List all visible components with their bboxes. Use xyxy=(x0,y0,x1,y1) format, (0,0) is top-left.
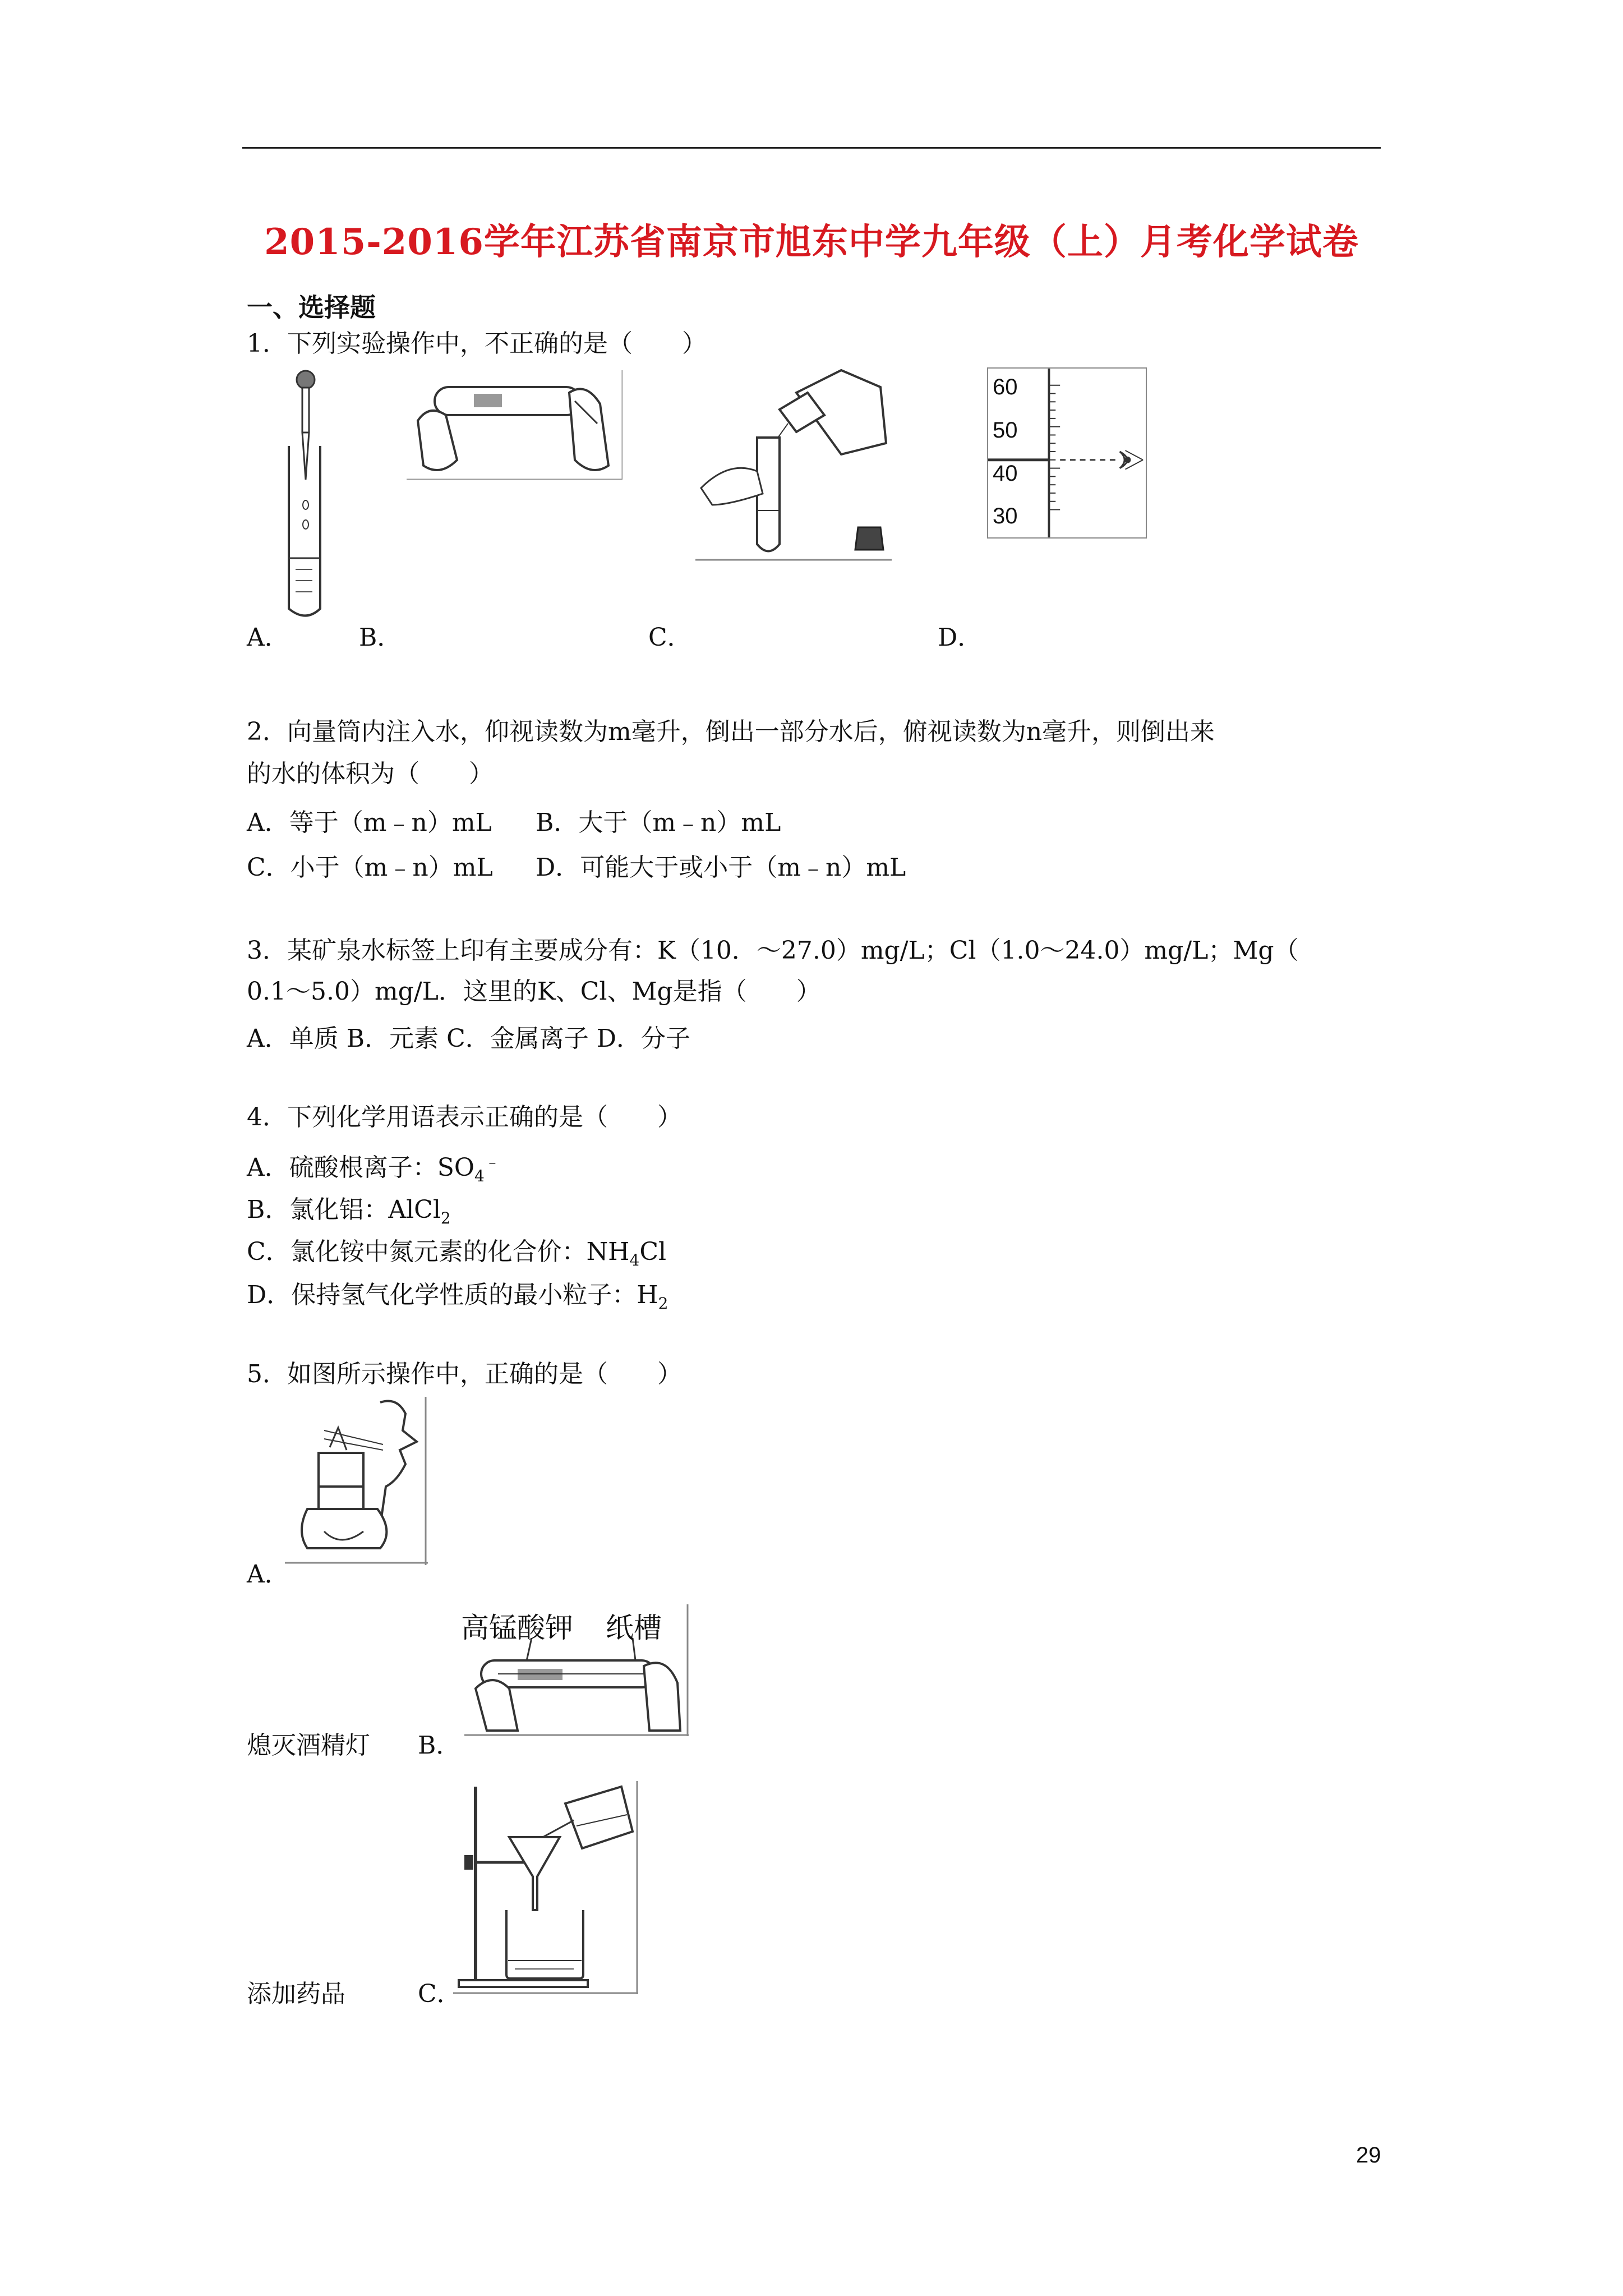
q5-figure-b-label-kmno4: 高锰酸钾 xyxy=(461,1612,573,1644)
q3-stem-line1: 3．某矿泉水标签上印有主要成分有：K（10．～27.0）mg/L；Cl（1.0～24.0）mg/L；Mg（ xyxy=(247,936,1299,965)
q1-option-a: A． xyxy=(247,623,289,652)
q4-option-a-sup: ﹣ xyxy=(484,1152,500,1171)
q4-option-c-sub: 4 xyxy=(629,1250,640,1269)
q5-option-b-caption: 添加药品 xyxy=(247,1980,345,2008)
q2-option-d: D．可能大于或小于（m﹣n）mL xyxy=(536,853,906,882)
header-rule xyxy=(242,147,1381,149)
q1-figure-a-dropper xyxy=(283,367,322,620)
q3-options: A．单质 B．元素 C．金属离子 D．分子 xyxy=(247,1024,691,1053)
q4-option-a xyxy=(247,1147,500,1185)
q2-option-c: C．小于（m﹣n）mL xyxy=(247,853,493,882)
q4-option-b xyxy=(247,1189,451,1227)
q5-option-a-caption: 熄灭酒精灯 xyxy=(247,1731,370,1760)
q1-figure-c-pouring xyxy=(695,359,892,561)
q1-option-d: D． xyxy=(938,623,983,652)
q5-figure-a-alcohol-lamp xyxy=(285,1397,428,1565)
page-title: 2015-2016学年江苏省南京市旭东中学九年级（上）月考化学试卷 xyxy=(264,221,1359,263)
q5-figure-c-filtration xyxy=(453,1781,638,1994)
q4-option-d-text: D．保持氢气化学性质的最小粒子：H xyxy=(247,1281,658,1309)
cylinder-tick-60: 60 xyxy=(993,375,1018,399)
q3-stem-line2: 0.1～5.0）mg/L．这里的K、Cl、Mg是指（ ） xyxy=(247,977,821,1006)
q4-option-b-text: B．氯化铝：AlCl xyxy=(247,1195,441,1224)
q1-figure-b-test-tube xyxy=(407,370,623,480)
q5-stem: 5．如图所示操作中，正确的是（ ） xyxy=(247,1360,682,1388)
q4-option-d xyxy=(247,1274,668,1313)
q4-option-a-sub: 4 xyxy=(474,1166,485,1185)
q4-option-c xyxy=(247,1231,666,1269)
cylinder-tick-50: 50 xyxy=(993,418,1018,443)
q5-option-b: B． xyxy=(418,1731,461,1760)
section-heading: 一、选择题 xyxy=(247,292,376,323)
q4-option-b-sub: 2 xyxy=(440,1208,451,1227)
q4-stem: 4．下列化学用语表示正确的是（ ） xyxy=(247,1103,682,1131)
page-number: 29 xyxy=(1356,2143,1381,2168)
q4-option-c-tail: Cl xyxy=(639,1237,667,1266)
cylinder-tick-40: 40 xyxy=(993,461,1018,486)
q5-option-c: C． xyxy=(418,1980,462,2008)
q2-option-b: B．大于（m﹣n）mL xyxy=(536,808,781,837)
q1-option-b: B． xyxy=(359,623,402,652)
q4-option-d-sub: 2 xyxy=(658,1294,668,1313)
q5-option-a: A． xyxy=(247,1560,289,1589)
q1-stem: 1．下列实验操作中，不正确的是（ ） xyxy=(247,329,707,358)
q4-option-a-text: A．硫酸根离子：SO xyxy=(247,1153,474,1182)
q2-option-a: A．等于（m﹣n）mL xyxy=(247,808,492,837)
q2-stem-line1: 2．向量筒内注入水，仰视读数为m毫升，倒出一部分水后，俯视读数为n毫升，则倒出来 xyxy=(247,717,1215,746)
q5-figure-b-label-trough: 纸槽 xyxy=(606,1612,662,1644)
cylinder-tick-30: 30 xyxy=(993,504,1018,528)
q1-option-c: C． xyxy=(648,623,692,652)
q4-option-c-text: C．氯化铵中氮元素的化合价：NH xyxy=(247,1237,630,1266)
q2-stem-line2: 的水的体积为（ ） xyxy=(247,760,494,788)
